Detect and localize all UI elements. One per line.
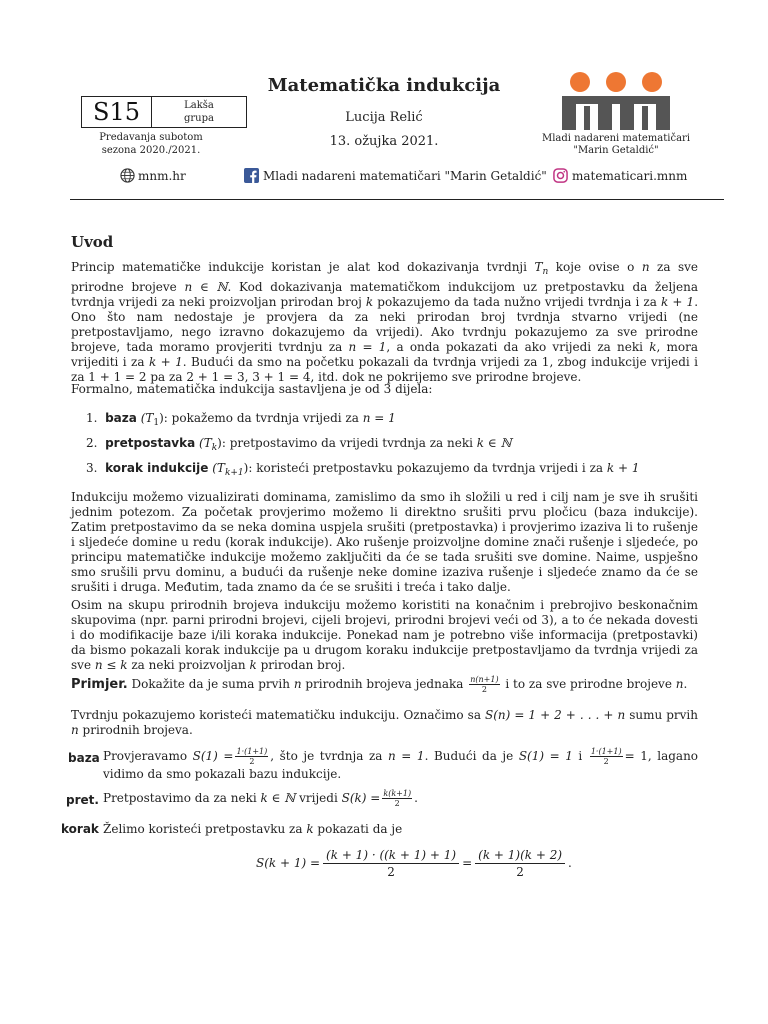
web-link[interactable] (120, 168, 186, 184)
lecture-badge (81, 96, 247, 128)
baza-label: baza (68, 751, 100, 765)
fraction: $\frac{n(n+1)}{2}$ (470, 675, 499, 694)
instagram-link[interactable] (553, 168, 687, 184)
fraction: $\frac{k(k+1)}{2}$ (383, 789, 412, 808)
fraction: $\frac{1\cdot(1+1)}{2}$ (590, 747, 622, 766)
header-divider (70, 199, 724, 200)
intro-paragraph: Princip matematičke indukcije koristan je alat kod dokazivanja tvrdnji $T_n$ koje ovise o n za sve prirodne brojeve n ∈ ℕ. Kod dokazivanja matematičkom indukcijom uz pretpostavku da željena tvrdnja vrijedi za neki proizvoljan prirodan broj k pokazujemo da tada nužno vrijedi tvrdnja i za k + 1. Ono što nam nedostaje je provjera da za neki prirodan broj tvrdnja stvarno vrijedi (ne pretpostavljamo, nego izravno dokazujemo da vrijedi). Ako tvrdnju pokazujemo za sve prirodne brojeve, tada moramo provjeriti tvrdnju za n = 1, a onda pokazati da ako vrijedi za neki k, mora vrijediti i za k + 1. Budući da smo na početku pokazali da tvrdnja vrijedi za 1, zbog indukcije vrijedi i za 1 + 1 = 2 pa za 2 + 1 = 3, 3 + 1 = 4, itd. dok ne pokrijemo sve prirodne brojeve. (71, 260, 699, 385)
page-title: Matematička indukcija (267, 75, 501, 96)
list-item-pretpostavka: 2. pretpostavka $(T_k)$: pretpostavimo da vrijedi tvrdnja za neki k ∈ ℕ (86, 436, 512, 454)
org-line-1: Mladi nadareni matematičari (541, 133, 691, 144)
author: Lucija Relić (345, 110, 423, 125)
list-item-baza: 1. baza $(T_1)$: pokažemo da tvrdnja vrijedi za n = 1 (86, 411, 396, 429)
facebook-link[interactable] (244, 168, 547, 184)
season-line-1: Predavanja subotom (99, 132, 203, 143)
group-line-2: grupa (184, 113, 214, 124)
group-label (152, 99, 246, 125)
korak-text: Želimo koristeći pretpostavku za k pokazati da je (103, 822, 403, 836)
korak-label: korak (61, 822, 99, 836)
group-line-1: Lakša (184, 100, 214, 111)
season-info (81, 131, 221, 157)
globe-icon (120, 168, 135, 183)
lecture-code: S15 (82, 97, 152, 127)
domino-paragraph: Indukciju možemo vizualizirati dominama, zamislimo da smo ih složili u red i cilj nam je sve ih srušiti jednim potezom. Za početak provjerimo možemo li direktno srušiti prvu pločicu (baza indukcije). Zatim pretpostavimo da se neka domina uspjela srušiti (pretpostavka) i provjerimo izaziva li to rušenje i sljedeće domine u redu (korak indukcije). Ako rušenje proizvoljne domine znači rušenje i sljedeće, po principu matematičke indukcije možemo zaključiti da će se tada srušiti sve domine. Naime, uspješno smo srušili prvu dominu, a budući da rušenje neke domine izaziva rušenje i sljedeće znamo da će se srušiti i druga. Međutim, tada znamo da će se srušiti i treća i tako dalje. (71, 490, 698, 594)
fraction: $\frac{1\cdot(1+1)}{2}$ (236, 747, 268, 766)
web-text: mnm.hr (138, 169, 186, 183)
facebook-icon (244, 168, 259, 183)
pret-text: Pretpostavimo da za neki k ∈ ℕ vrijedi S(k) = $\frac{k(k+1)}{2}$ . (103, 789, 418, 808)
pret-label: pret. (66, 793, 99, 807)
mnm-logo (560, 72, 672, 130)
example-statement: Primjer. Dokažite da je suma prvih n prirodnih brojeva jednaka $\frac{n(n+1)}{2}$ i to za sve prirodne brojeve n. (71, 675, 688, 694)
baza-text: Provjeravamo S(1) = $\frac{1\cdot(1+1)}{2}$ , što je tvrdnja za n = 1. Budući da je S(1) = 1 i $\frac{1\cdot(1+1)}{2}$ = 1, lagano vidimo da smo pokazali bazu indukcije. (103, 747, 699, 781)
list-item-korak: 3. korak indukcije $(T_{k+1})$: koristeći pretpostavku pokazujemo da tvrdnja vrijedi i za k + 1 (86, 461, 640, 479)
sets-paragraph: Osim na skupu prirodnih brojeva indukciju možemo koristiti na konačnim i prebrojivo beskonačnim skupovima (npr. parni prirodni brojevi, cijeli brojevi, prirodni brojevi veći od 3), a to će nekada dovesti i do modifikacije baze i/ili koraka indukcije. Ponekad nam je potrebno više informacija (pretpostavki) da bismo pokazali korak indukcije pa u drugom koraku indukcije pretpostavljamo da tvrdnja vrijedi za sve n ≤ k za neki proizvoljan k prirodan broj. (71, 598, 698, 672)
fraction: $\frac{(k + 1) \cdot ((k + 1) + 1)}{2}$ (323, 847, 459, 880)
date: 13. ožujka 2021. (329, 134, 439, 149)
season-line-2: sezona 2020./2021. (101, 145, 201, 156)
display-equation: S(k + 1) = $\frac{(k + 1) \cdot ((k + 1) + 1)}{2}$ = $\frac{(k + 1)(k + 2)}{2}$ . (256, 848, 572, 879)
facebook-text: Mladi nadareni matematičari "Marin Getaldić" (263, 169, 547, 183)
org-name (536, 133, 696, 157)
instagram-icon (553, 168, 568, 183)
org-line-2: "Marin Getaldić" (573, 145, 659, 156)
section-title: Uvod (71, 233, 114, 251)
instagram-text: matematicari.mnm (572, 169, 688, 183)
proof-intro: Tvrdnju pokazujemo koristeći matematičku indukciju. Označimo sa S(n) = 1 + 2 + . . . + n sumu prvih n prirodnih brojeva. (71, 708, 699, 737)
fraction: $\frac{(k + 1)(k + 2)}{2}$ (475, 847, 565, 880)
formal-intro: Formalno, matematička indukcija sastavljena je od 3 dijela: (71, 382, 433, 396)
